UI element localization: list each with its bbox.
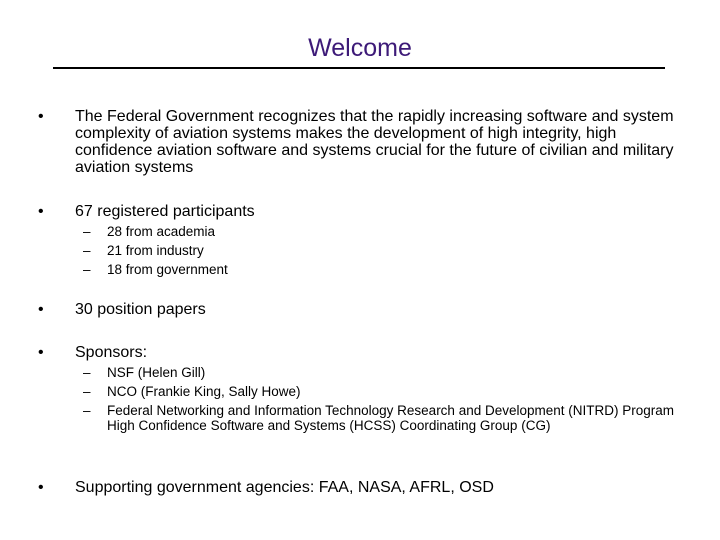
dash-marker: –	[83, 262, 91, 277]
bullet-text: The Federal Government recognizes that the rapidly increasing software and system complexity of aviation systems makes the development of high integrity, high confidence aviation software and systems crucial for the future of civilian and military aviation systems	[75, 108, 674, 176]
bullet-marker: •	[38, 108, 44, 125]
title-underline	[53, 67, 665, 69]
sub-item-text: NCO (Frankie King, Sally Howe)	[107, 384, 301, 399]
bullet-marker: •	[38, 301, 44, 318]
dash-marker: –	[83, 384, 91, 399]
slide-title: Welcome	[308, 34, 412, 62]
bullet-marker: •	[38, 344, 44, 361]
sub-item-text: 21 from industry	[107, 243, 204, 258]
bullet-supporting-agencies	[38, 479, 678, 496]
bullet-text: Sponsors:	[75, 344, 148, 361]
sub-item-government	[83, 262, 683, 277]
sub-item-text: 18 from government	[107, 262, 228, 277]
sub-item-academia	[83, 224, 683, 239]
sub-item-nsf	[83, 365, 683, 380]
sub-item-text: Federal Networking and Information Technology Research and Development (NITRD) Program High Confidence Software and Systems (HCSS) Coordinating Group (CG)	[107, 403, 675, 433]
bullet-marker: •	[38, 203, 44, 220]
sub-item-text: NSF (Helen Gill)	[107, 365, 206, 380]
sub-item-industry	[83, 243, 683, 258]
bullet-registered-participants	[38, 203, 678, 220]
bullet-sponsors	[38, 344, 678, 361]
dash-marker: –	[83, 403, 91, 418]
bullet-text: 30 position papers	[75, 301, 206, 318]
bullet-government-recognition	[38, 108, 678, 176]
bullet-text: 67 registered participants	[75, 203, 255, 220]
sub-item-nitrd	[83, 403, 683, 433]
sub-item-text: 28 from academia	[107, 224, 216, 239]
sub-item-nco	[83, 384, 683, 399]
dash-marker: –	[83, 224, 91, 239]
bullet-marker: •	[38, 479, 44, 496]
bullet-text: Supporting government agencies: FAA, NASA, AFRL, OSD	[75, 479, 494, 496]
bullet-position-papers	[38, 301, 678, 318]
dash-marker: –	[83, 243, 91, 258]
dash-marker: –	[83, 365, 91, 380]
